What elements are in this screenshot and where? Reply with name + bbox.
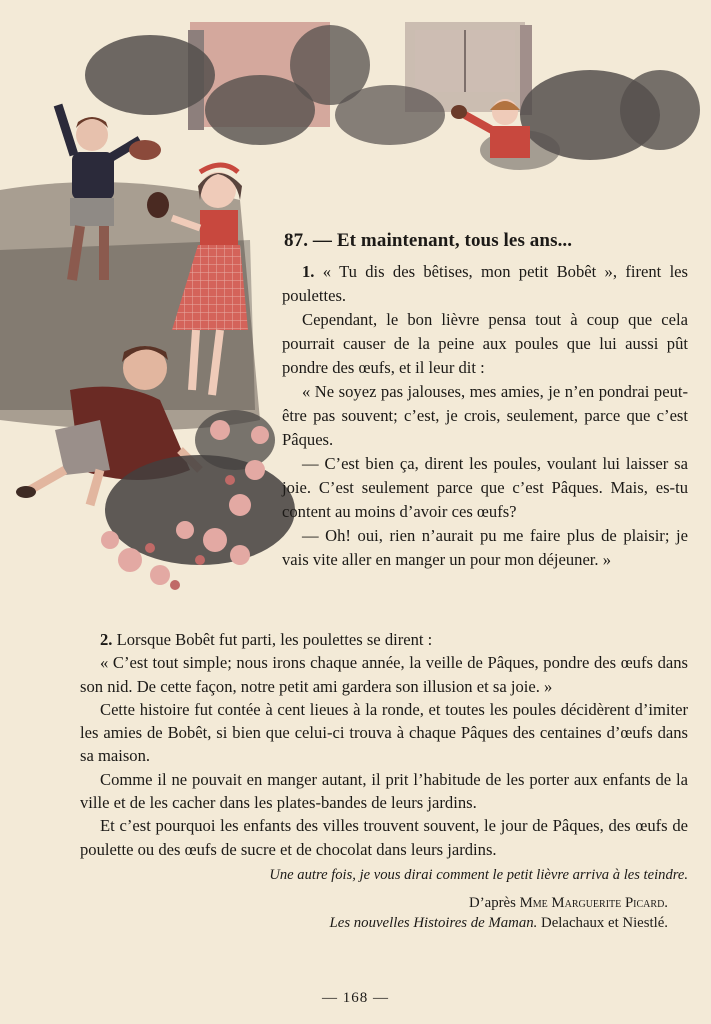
paragraph: Comme il ne pouvait en manger autant, il prit l’habitude de les porter aux enfants de la ville et de les cacher dans les plates-bandes de leurs jardins. (80, 769, 688, 813)
credit-book-line (80, 913, 668, 933)
paragraph: Cependant, le bon lièvre pensa tout à coup que cela pourrait causer de la peine aux poules que lui aussi pût pondre des œufs, et il leur dit : (282, 310, 688, 377)
paragraph: 2. Lorsque Bobêt fut parti, les poulettes se dirent : (100, 630, 433, 649)
page-number: — 168 — (322, 990, 389, 1006)
paragraph: — C’est bien ça, dirent les poules, voulant lui laisser sa joie. C’est seulement parce que c’est Pâques. Mais, es-tu content au moins d’avoir ces œufs? (282, 454, 688, 521)
lesson-number: 87. (284, 230, 309, 251)
credit-author-line: D’après Mme Marguerite Picard. (469, 895, 668, 912)
lesson-title: — Et maintenant, tous les ans... (312, 230, 573, 251)
paragraph: Cette histoire fut contée à cent lieues à la ronde, et toutes les poules décidèrent d’imiter les amies de Bobêt, si bien que celui-ci trouva à chaque Pâques des centaines d’œufs dans sa maison. (80, 699, 688, 766)
paragraph: 1. « Tu dis des bêtises, mon petit Bobêt », firent les poulettes. (282, 262, 688, 305)
book-title: Les nouvelles Histoires de Maman. (329, 915, 538, 932)
full-width-text (80, 628, 688, 933)
paragraph: Et c’est pourquoi les enfants des villes trouvent souvent, le jour de Pâques, des œufs de poulette ou des œufs de sucre et de chocolat dans leurs jardins. (80, 816, 688, 859)
section-number: 1. (302, 262, 315, 281)
paragraph: « C’est tout simple; nous irons chaque année, la veille de Pâques, pondre des œufs dans son nid. De cette façon, notre petit ami gardera son illusion et sa joie. » (80, 653, 688, 696)
lesson-heading (284, 228, 688, 254)
paragraph: « Ne soyez pas jalouses, mes amies, je n’en pondrai peut-être pas souvent; c’est, je crois, seulement, parce que c’est Pâques. (282, 382, 688, 449)
author-name: Mme Marguerite Picard. (519, 895, 668, 912)
background-foliage (85, 25, 700, 170)
section-number: 2. (100, 630, 113, 649)
paragraph: — Oh! oui, rien n’aurait pu me faire plus de plaisir; je vais vite aller en manger un pour mon déjeuner. » (282, 526, 688, 569)
publisher: Delachaux et Niestlé. (541, 915, 668, 932)
text-column (282, 228, 688, 572)
closing-note: Une autre fois, je vous dirai comment le petit lièvre arriva à les teindre. (269, 866, 688, 883)
source-credit (80, 893, 668, 933)
